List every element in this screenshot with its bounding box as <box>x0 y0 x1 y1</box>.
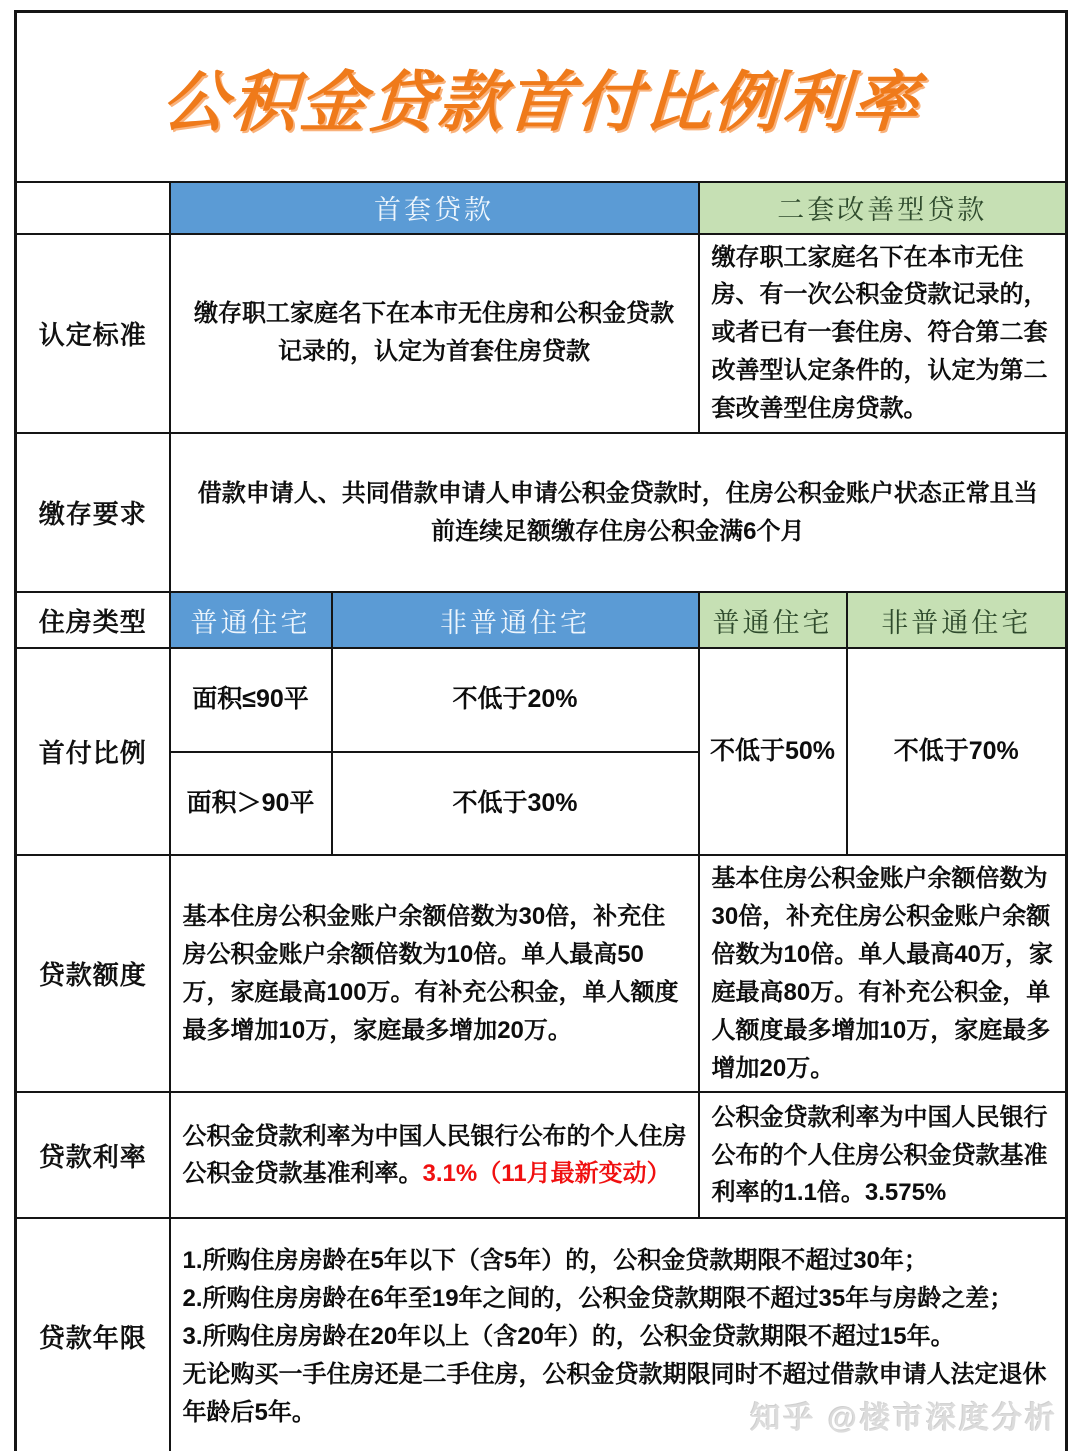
cell-rate-large: 不低于30% <box>332 752 699 855</box>
header-empty-cell <box>16 182 170 234</box>
loan-term-line-1: 1.所购住房房龄在5年以下（含5年）的，公积金贷款期限不超过30年； <box>182 1246 928 1274</box>
row-label-housing-type: 住房类型 <box>16 592 170 648</box>
cell-housing-second-non-ordinary: 非普通住宅 <box>847 592 1067 648</box>
loan-rate-first-highlight: 3.1%（11月最新变动） <box>422 1160 671 1188</box>
cell-loan-amount-second: 基本住房公积金账户余额倍数为30倍，补充住房公积金账户余额倍数为10倍。单人最高40万，家庭最高80万。有补充公积金，单人额度最多增加10万，家庭最多增加20万。 <box>699 855 1067 1092</box>
cell-loan-amount-first: 基本住房公积金账户余额倍数为30倍，补充住房公积金账户余额倍数为10倍。单人最高50万，家庭最高100万。有补充公积金，单人额度最多增加10万，家庭最多增加20万。 <box>170 855 699 1092</box>
row-label-loan-amount: 贷款额度 <box>16 855 170 1092</box>
watermark: 知乎 @楼市深度分析 <box>750 1402 1058 1435</box>
row-label-recognition: 认定标准 <box>16 234 170 434</box>
title-cell <box>16 12 1067 182</box>
page-title: 公积金贷款首付比例利率 <box>159 65 923 140</box>
loan-term-line-3: 3.所购住房房龄在20年以上（含20年）的，公积金贷款期限不超过15年。 <box>182 1322 955 1350</box>
header-second-loan: 二套改善型贷款 <box>699 182 1067 234</box>
cell-second-non-ordinary-rate: 不低于70% <box>847 648 1067 855</box>
cell-recognition-second: 缴存职工家庭名下在本市无住房、有一次公积金贷款记录的，或者已有一套住房、符合第二套改善型认定条件的，认定为第二套改善型住房贷款。 <box>699 234 1067 434</box>
loan-rate-first-text: 公积金贷款利率为中国人民银行公布的个人住房公积金贷款基准利率。 <box>182 1122 687 1188</box>
cell-deposit-requirement: 借款申请人、共同借款申请人申请公积金贷款时，住房公积金账户状态正常且当前连续足额缴存住房公积金满6个月 <box>170 433 1067 592</box>
cell-second-ordinary-rate: 不低于50% <box>699 648 847 855</box>
cell-housing-first-non-ordinary: 非普通住宅 <box>332 592 699 648</box>
cell-housing-first-ordinary: 普通住宅 <box>170 592 332 648</box>
cell-loan-rate-second: 公积金贷款利率为中国人民银行公布的个人住房公积金贷款基准利率的1.1倍。3.575% <box>699 1092 1067 1218</box>
row-loan-amount <box>16 855 1067 1092</box>
row-down-payment-1 <box>16 648 1067 752</box>
cell-area-small: 面积≤90平 <box>170 648 332 752</box>
loan-term-line-2: 2.所购住房房龄在6年至19年之间的，公积金贷款期限不超过35年与房龄之差； <box>182 1284 1014 1312</box>
row-label-down-payment: 首付比例 <box>16 648 170 855</box>
cell-area-large: 面积＞90平 <box>170 752 332 855</box>
cell-housing-second-ordinary: 普通住宅 <box>699 592 847 648</box>
row-label-loan-rate: 贷款利率 <box>16 1092 170 1218</box>
loan-term-line-4: 无论购买一手住房还是二手住房，公积金贷款期限同时不超过借款申请人法定退休年龄后5年。 <box>182 1360 1047 1426</box>
row-label-loan-term: 贷款年限 <box>16 1218 170 1451</box>
row-label-deposit: 缴存要求 <box>16 433 170 592</box>
row-loan-rate <box>16 1092 1067 1218</box>
row-recognition <box>16 234 1067 434</box>
title-row <box>16 12 1067 182</box>
header-row <box>16 182 1067 234</box>
cell-rate-small: 不低于20% <box>332 648 699 752</box>
row-deposit <box>16 433 1067 592</box>
header-first-loan: 首套贷款 <box>170 182 699 234</box>
row-housing-type <box>16 592 1067 648</box>
cell-recognition-first: 缴存职工家庭名下在本市无住房和公积金贷款记录的，认定为首套住房贷款 <box>170 234 699 434</box>
cell-loan-rate-first <box>170 1092 699 1218</box>
loan-info-table <box>14 10 1068 1451</box>
